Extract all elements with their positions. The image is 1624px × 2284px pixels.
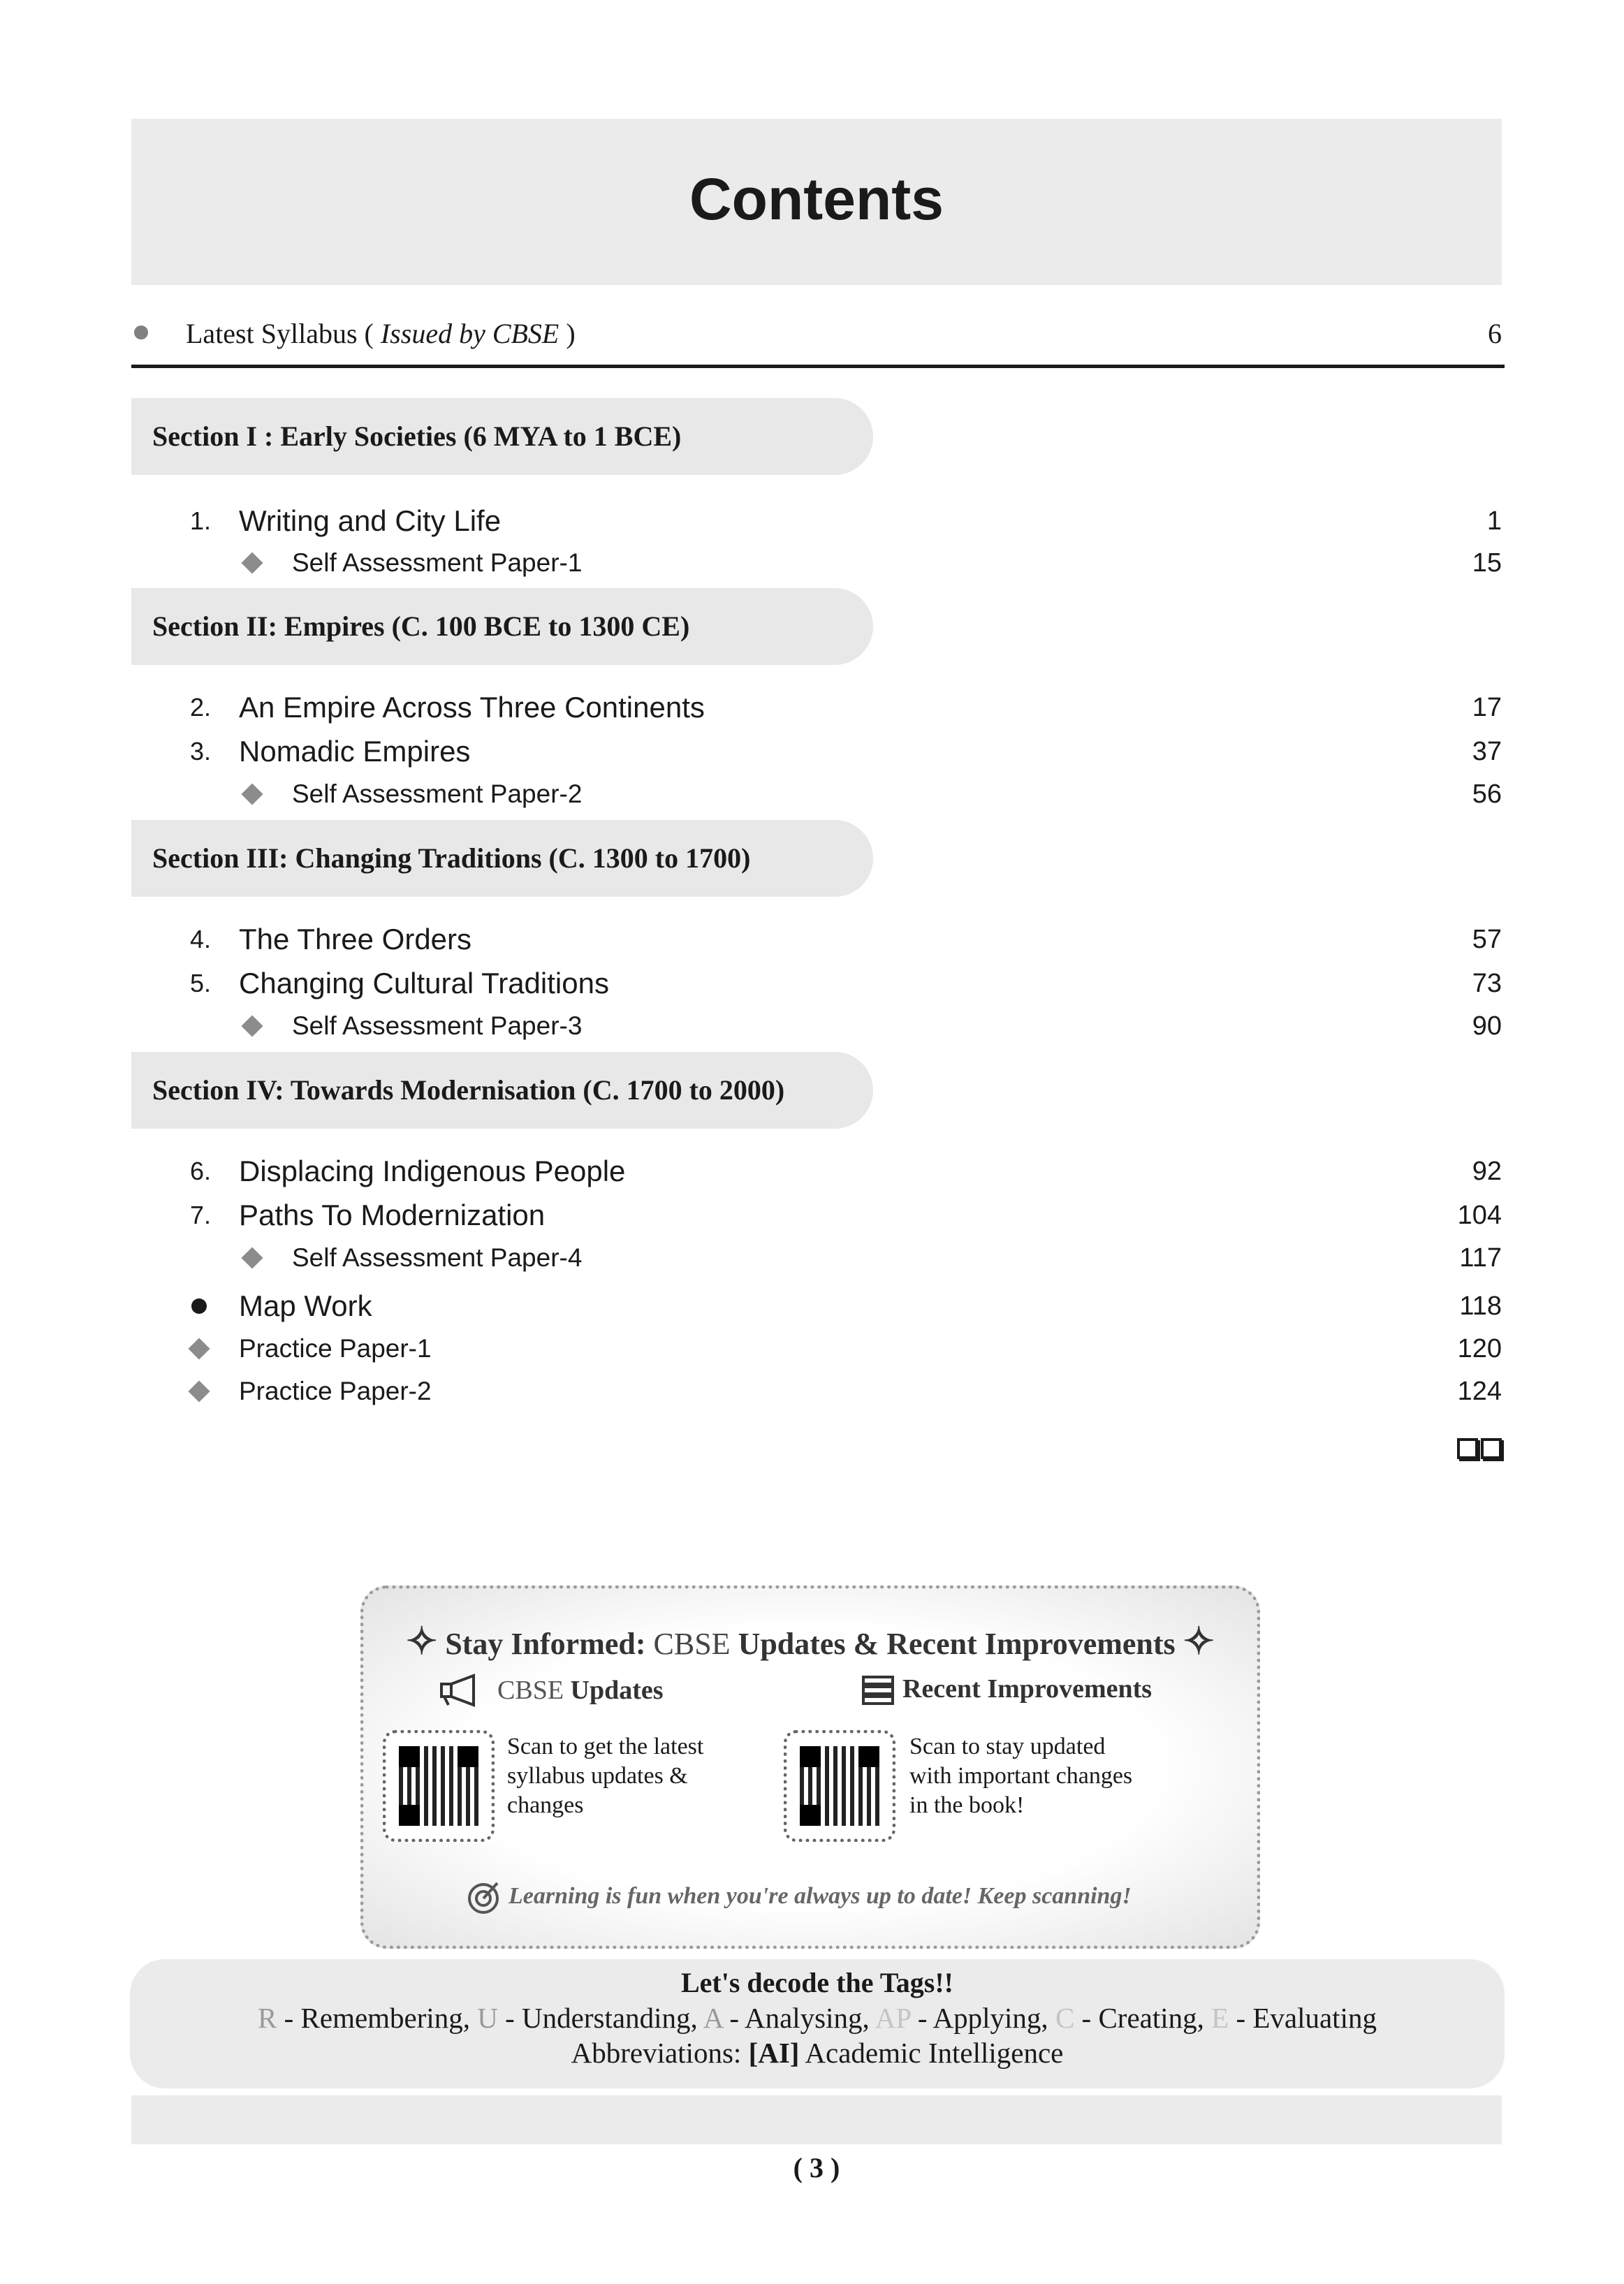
chapter-page: 57 (1472, 925, 1502, 954)
target-icon (465, 1879, 502, 1915)
abbr-code: [AI] (748, 2037, 800, 2069)
bullet-icon (134, 325, 148, 339)
abbr-prefix: Abbreviations: (571, 2037, 749, 2069)
qr-code-cbse-updates[interactable] (383, 1730, 495, 1842)
tag-code: U (477, 2002, 498, 2034)
footer-band (131, 2095, 1502, 2144)
tags-legend (130, 1999, 1505, 2037)
extra-page: 118 (1459, 1291, 1502, 1321)
extra-title[interactable]: Practice Paper-1 (239, 1334, 432, 1363)
chapter-title[interactable]: Changing Cultural Traditions (239, 967, 609, 1000)
info-title (363, 1620, 1257, 1665)
assessment-page: 90 (1472, 1011, 1502, 1041)
bullet-icon (191, 1298, 207, 1314)
page-number: ( 3 ) (793, 2152, 840, 2183)
diamond-icon (188, 1380, 210, 1402)
recent-improvements-heading: Recent Improvements (902, 1674, 1153, 1704)
chapter-number: 7. (189, 1201, 211, 1229)
chapter-page: 92 (1472, 1157, 1502, 1186)
extra-title[interactable]: Map Work (239, 1289, 372, 1322)
chapter-page: 37 (1472, 737, 1502, 766)
assessment-page: 15 (1472, 548, 1502, 578)
tag-code: E (1211, 2002, 1229, 2034)
chapter-title[interactable]: Paths To Modernization (239, 1199, 546, 1231)
section-label: Section II: Empires (C. 100 BCE to 1300 CE) (152, 610, 690, 642)
chapter-title[interactable]: An Empire Across Three Continents (239, 691, 705, 724)
tag-label: - Understanding, (497, 2002, 703, 2034)
chapter-title[interactable]: Displacing Indigenous People (239, 1155, 626, 1187)
tag-label: - Evaluating (1229, 2002, 1377, 2034)
books-icon (861, 1673, 895, 1708)
updates-label: Updates (570, 1676, 664, 1705)
chapter-number: 3. (189, 737, 211, 766)
sparkle-icon: ✧ (1183, 1620, 1215, 1662)
tag-code: C (1055, 2002, 1075, 2034)
section-label: Section I : Early Societies (6 MYA to 1 BCE) (152, 420, 682, 452)
assessment-title[interactable]: Self Assessment Paper-1 (292, 548, 583, 577)
info-footer: Learning is fun when you're always up to date! Keep scanning! (509, 1883, 1132, 1909)
tag-code: R (258, 2002, 277, 2034)
chapter-number: 2. (189, 693, 211, 722)
assessment-page: 56 (1472, 779, 1502, 809)
chapter-number: 5. (189, 969, 211, 997)
syllabus-entry[interactable] (186, 314, 576, 353)
assessment-title[interactable]: Self Assessment Paper-2 (292, 779, 583, 808)
tags-heading: Let's decode the Tags!! (681, 1967, 953, 1998)
megaphone-icon (439, 1673, 485, 1708)
abbr-label: Academic Intelligence (799, 2037, 1064, 2069)
info-title-b: Updates & Recent Improvements (730, 1627, 1176, 1661)
assessment-title[interactable]: Self Assessment Paper-4 (292, 1243, 583, 1272)
qr-caption: Scan to stay updated with important changes in the book! (909, 1734, 1133, 1818)
info-title-a: Stay Informed: (445, 1627, 654, 1661)
qr-caption: Scan to get the latest syllabus updates & changes (507, 1734, 704, 1818)
assessment-page: 117 (1459, 1243, 1502, 1273)
section-label: Section III: Changing Traditions (C. 1300 to 1700) (152, 842, 751, 874)
section-label: Section IV: Towards Modernisation (C. 1700 to 2000) (152, 1074, 785, 1106)
chapter-title[interactable]: The Three Orders (239, 923, 472, 956)
page-title: Contents (689, 166, 944, 232)
tag-label: - Applying, (910, 2002, 1055, 2034)
diamond-icon (241, 552, 263, 573)
diamond-icon (241, 1247, 263, 1268)
info-title-cbse: CBSE (653, 1627, 731, 1661)
extra-page: 124 (1457, 1377, 1502, 1406)
tag-label: - Analysing, (722, 2002, 875, 2034)
divider (131, 365, 1505, 368)
diamond-icon (188, 1338, 210, 1359)
chapter-number: 1. (189, 506, 211, 535)
chapter-number: 4. (189, 925, 211, 953)
tag-label: - Creating, (1074, 2002, 1212, 2034)
extra-title[interactable]: Practice Paper-2 (239, 1377, 432, 1405)
end-marks-icon (1457, 1437, 1505, 1465)
syllabus-issued: Issued by CBSE (380, 318, 559, 349)
chapter-number: 6. (189, 1157, 211, 1185)
syllabus-label: Latest Syllabus ( (186, 318, 381, 349)
syllabus-close: ) (559, 318, 576, 349)
chapter-title[interactable]: Nomadic Empires (239, 735, 471, 768)
sparkle-icon: ✧ (406, 1620, 438, 1662)
chapter-page: 17 (1472, 693, 1502, 722)
cbse-label: CBSE (497, 1676, 571, 1705)
chapter-page: 1 (1486, 506, 1502, 536)
tag-code: AP (875, 2002, 911, 2034)
cbse-updates-heading (497, 1672, 664, 1708)
chapter-title[interactable]: Writing and City Life (239, 504, 502, 537)
extra-page: 120 (1457, 1334, 1502, 1363)
syllabus-page: 6 (1488, 318, 1502, 349)
assessment-title[interactable]: Self Assessment Paper-3 (292, 1011, 583, 1040)
diamond-icon (241, 1015, 263, 1037)
diamond-icon (241, 783, 263, 805)
chapter-page: 104 (1457, 1201, 1502, 1230)
tag-label: - Remembering, (277, 2002, 478, 2034)
qr-code-improvements[interactable] (784, 1730, 895, 1842)
chapter-page: 73 (1472, 969, 1502, 998)
abbreviations (130, 2034, 1505, 2072)
tag-code: A (703, 2002, 723, 2034)
